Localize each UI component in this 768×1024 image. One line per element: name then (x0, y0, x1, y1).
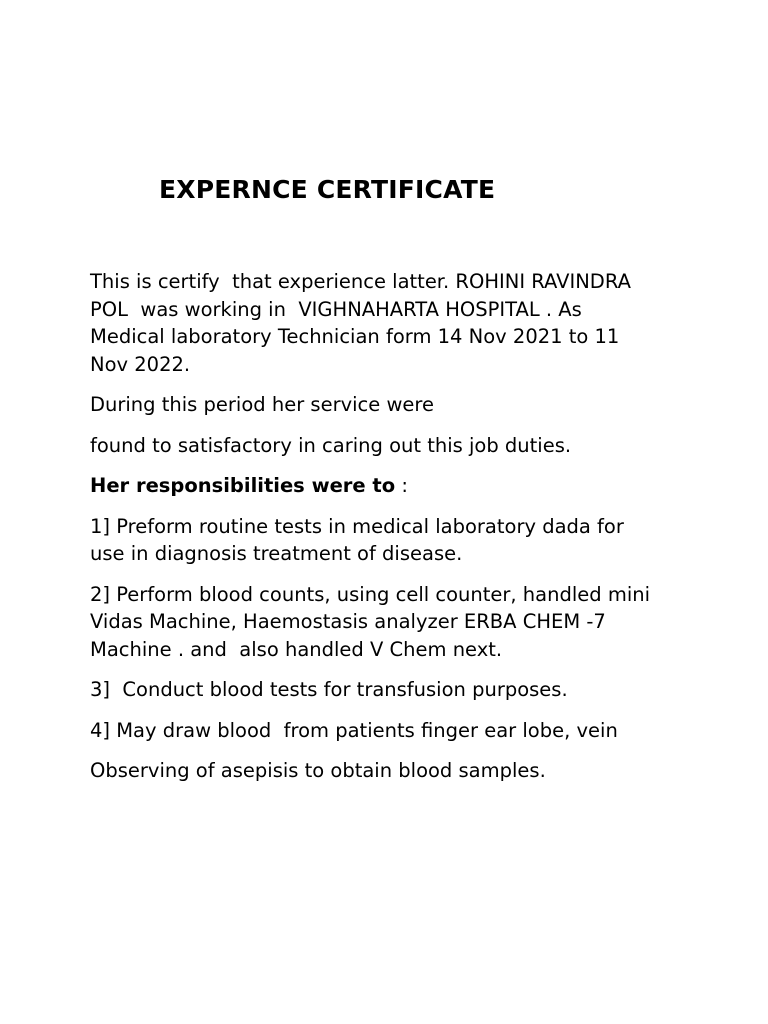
item-line: Vidas Machine, Haemostasis analyzer ERBA CHEM -7 (90, 610, 606, 633)
item-line: 1] Preform routine tests in medical laboratory dada for (90, 514, 624, 538)
item-line: use in diagnosis treatment of disease. (90, 542, 463, 565)
responsibilities-heading (90, 472, 690, 500)
period-paragraph: During this period her service were (90, 393, 434, 416)
item-line: 2] Perform blood counts, using cell counter, handled mini (90, 582, 651, 606)
intro-line: POL was working in VIGHNAHARTA HOSPITAL . As (90, 297, 582, 321)
item-line: Machine . and also handled V Chem next. (90, 637, 503, 661)
intro-line: Nov 2022. (90, 352, 191, 376)
responsibility-item-4: 4] May draw blood from patients finger ear lobe, vein (90, 718, 618, 742)
responsibility-item-1 (90, 513, 690, 568)
intro-line: Medical laboratory Technician form 14 Nov 2021 to 11 (90, 325, 620, 348)
certificate-title: EXPERNCE CERTIFICATE (159, 175, 496, 204)
responsibilities-colon: : (395, 474, 408, 497)
satisfactory-paragraph: found to satisfactory in caring out this job duties. (90, 433, 572, 457)
intro-line: This is certify that experience latter. ROHINI RAVINDRA (90, 270, 631, 293)
asepsis-paragraph: Observing of asepisis to obtain blood samples. (90, 759, 546, 782)
responsibilities-heading-text: Her responsibilities were to (90, 474, 396, 497)
responsibility-item-3: 3] Conduct blood tests for transfusion purposes. (90, 678, 568, 701)
intro-paragraph (90, 268, 690, 378)
certificate-body (90, 268, 690, 798)
responsibility-item-2 (90, 581, 690, 664)
